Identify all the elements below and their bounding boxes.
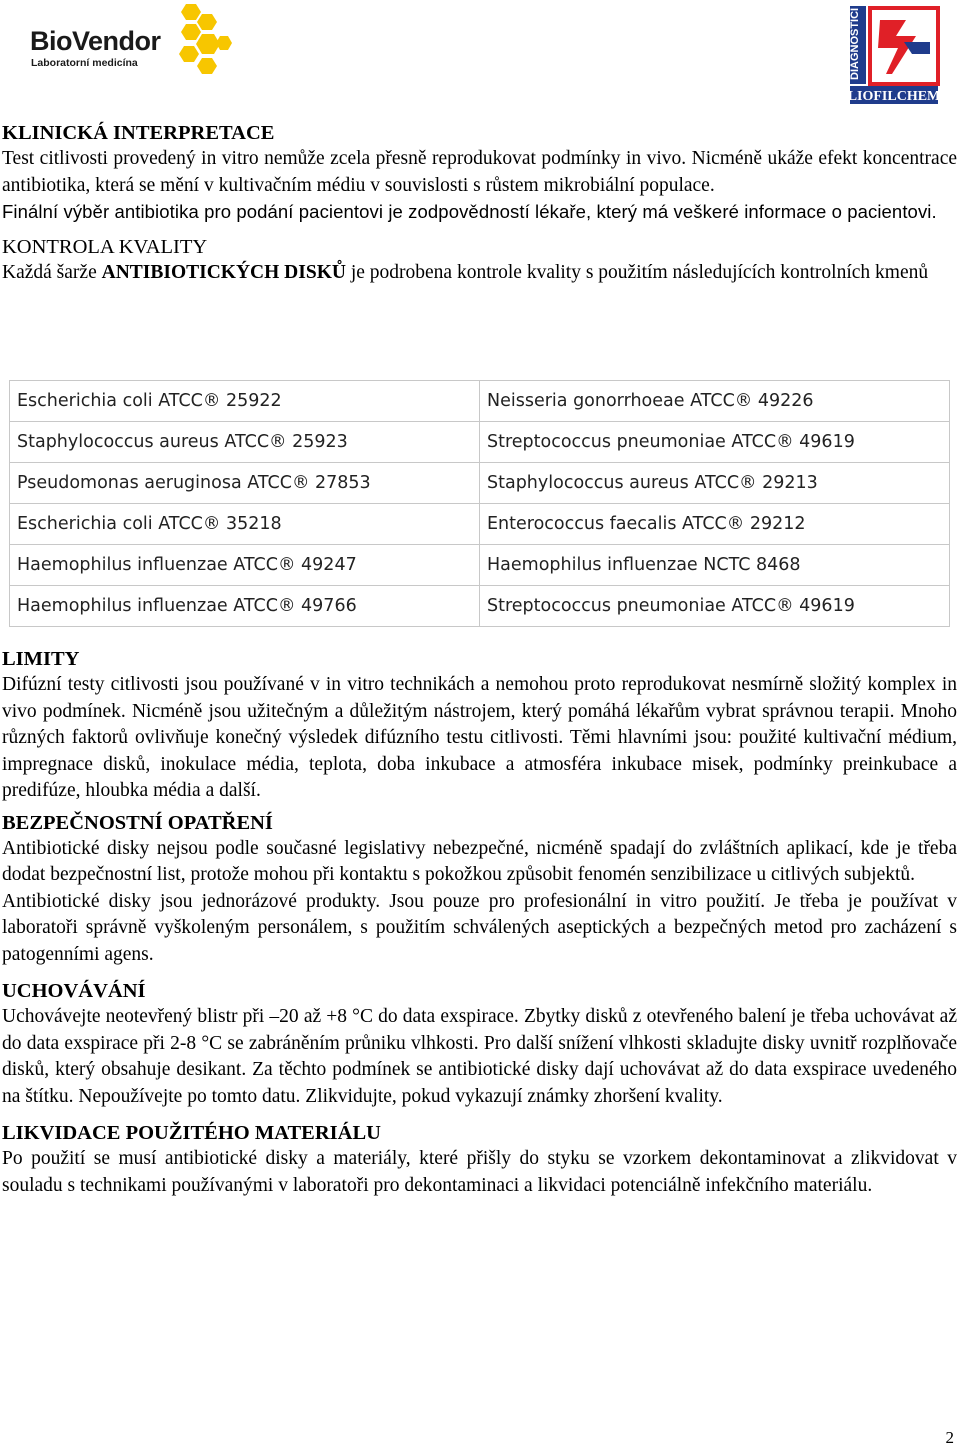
strain-cell: Haemophilus influenzae NCTC 8468 (480, 545, 950, 586)
table-row (10, 504, 950, 545)
liofilchem-vertical-text: DIAGNOSTICI (849, 7, 861, 80)
clinical-paragraph-1: Test citlivosti provedený in vitro nemůže zcela přesně reprodukovat podmínky in vivo. Nicméně ukáže efekt koncentrace antibiotika, která se mění v kultivačním médiu v souvislosti s růstem mikrobiální populace. (2, 148, 957, 196)
storage-paragraph: Uchovávejte neotevřený blistr při –20 až +8 °C do data exspirace. Zbytky disků z otevřeného balení je třeba uchovávat až do data exspirace při 2-8 °C se zabráněním průniku vlhkosti. Pro další snížení vlhkosti skladujte disky uvnitř rozplňovače disků, který obsahuje desikant. Za těchto podmínek se antibiotické disky dají uchovávat až do data exspirace uvedeného na štítku. Nepoužívejte po tomto datu. Zlikvidujte, pokud vykazují známky zhoršení kvality. (2, 1006, 957, 1107)
liofilchem-name: LIOFILCHEM (847, 89, 941, 104)
strain-cell: Enterococcus faecalis ATCC® 29212 (480, 504, 950, 545)
document-body (2, 120, 957, 286)
biovendor-logo (26, 2, 226, 82)
section-title-clinical: KLINICKÁ INTERPRETACE (2, 122, 275, 144)
qc-text-before: Každá šarže (2, 261, 102, 283)
strain-cell: Staphylococcus aureus ATCC® 29213 (480, 463, 950, 504)
page-number: 2 (945, 1428, 954, 1447)
section-title-disposal: LIKVIDACE POUŽITÉHO MATERIÁLU (2, 1122, 381, 1144)
disposal-paragraph: Po použití se musí antibiotické disky a materiály, které přišly do styku se vzorkem dekontaminovat a zlikvidovat v souladu s technikami používanými v laboratoři pro dekontaminaci a likvidaci potenciálně infekčního materiálu. (2, 1148, 957, 1196)
strain-cell: Staphylococcus aureus ATCC® 25923 (10, 422, 480, 463)
biovendor-hexagon-mark (164, 2, 244, 84)
safety-paragraph-1: Antibiotické disky nejsou podle současné legislativy nebezpečné, nicméně spadají do zvláštních aplikací, kde je třeba dodat bezpečnostní list, protože mohou při kontaktu s pokožkou způsobit fenomén senzibilizace u citlivých subjektů. (2, 837, 957, 885)
section-title-limits: LIMITY (2, 648, 80, 670)
control-strains-table (9, 380, 950, 627)
strain-cell: Streptococcus pneumoniae ATCC® 49619 (480, 586, 950, 627)
strain-cell: Escherichia coli ATCC® 25922 (10, 381, 480, 422)
biovendor-subtitle: Laboratorní medicína (31, 57, 138, 69)
table-row (10, 545, 950, 586)
table-row (10, 422, 950, 463)
clinical-paragraph-2: Finální výběr antibiotika pro podání pacientovi je zodpovědností lékaře, který má veškeré informace o pacientovi. (2, 201, 937, 222)
biovendor-name: BioVendor (30, 26, 161, 56)
strain-cell: Pseudomonas aeruginosa ATCC® 27853 (10, 463, 480, 504)
qc-text-after: je podrobena kontrole kvality s použitím následujících kontrolních kmenů (345, 261, 929, 283)
qc-paragraph (2, 260, 957, 287)
document-body-lower (2, 646, 957, 1199)
liofilchem-logo (846, 2, 942, 106)
page-header (0, 0, 960, 110)
qc-text-bold: ANTIBIOTICKÝCH DISKŮ (101, 261, 346, 283)
table-row (10, 463, 950, 504)
section-title-storage: UCHOVÁVÁNÍ (2, 980, 146, 1002)
strain-cell: Neisseria gonorrhoeae ATCC® 49226 (480, 381, 950, 422)
strain-cell: Haemophilus influenzae ATCC® 49247 (10, 545, 480, 586)
strain-cell: Streptococcus pneumoniae ATCC® 49619 (480, 422, 950, 463)
table-row (10, 586, 950, 627)
section-title-qc: KONTROLA KVALITY (2, 235, 208, 258)
strain-cell: Haemophilus influenzae ATCC® 49766 (10, 586, 480, 627)
table-row (10, 381, 950, 422)
safety-paragraph-2: Antibiotické disky jsou jednorázové produkty. Jsou pouze pro profesionální in vitro použití. Je třeba je používat v laboratoři správně vyškoleným personálem, s použitím schválených aseptických a bezpečných metod pro zacházení s patogenními agens. (2, 890, 957, 965)
section-title-safety: BEZPEČNOSTNÍ OPATŘENÍ (2, 811, 273, 834)
strain-cell: Escherichia coli ATCC® 35218 (10, 504, 480, 545)
limits-paragraph: Difúzní testy citlivosti jsou používané v in vitro technikách a nemohou proto reprodukovat nesmírně složitý komplex in vivo podmínek. Nicméně jsou užitečným a důležitým nástrojem, který pomáhá lékařům vybrat správnou terapii. Mnoho různých faktorů ovlivňuje konečný výsledek difúzního testu citlivosti. Těmi hlavními jsou: použité kultivační médium, impregnace disků, inokulace média, teplota, doba inkubace a atmosféra inkubace misek, podmínky preinkubace a predifúze, hloubka média a další. (2, 674, 957, 801)
